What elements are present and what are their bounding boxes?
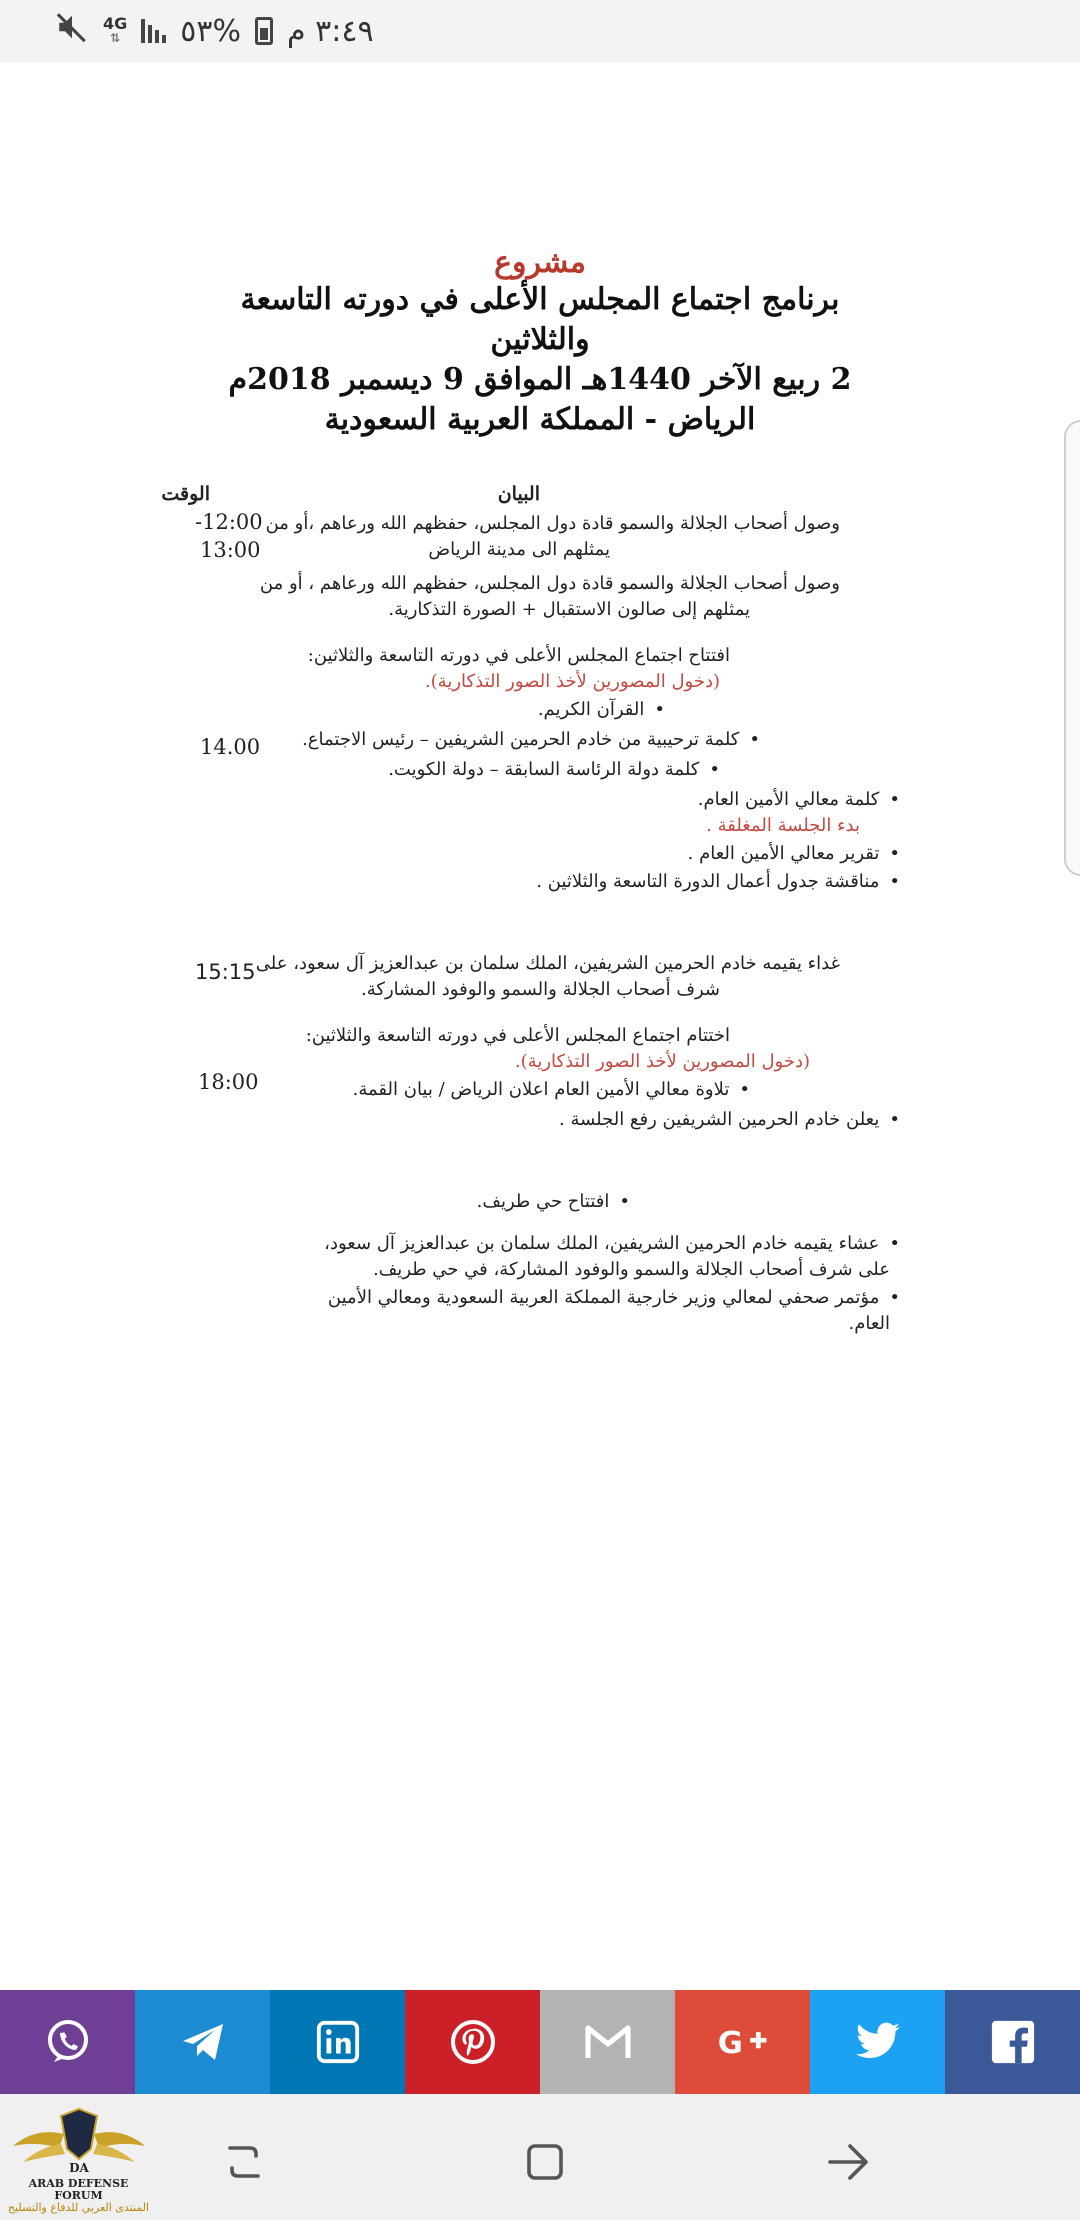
linkedin-share-button[interactable] [270, 1990, 405, 2094]
column-statement-header: البيان [497, 483, 540, 505]
line-c8: • تقرير معالي الأمين العام . [688, 840, 900, 868]
signal-icon [141, 19, 166, 43]
line-c1: افتتاح اجتماع المجلس الأعلى في دورته التاسعة والثلاثين: [307, 645, 730, 666]
line-c5: • كلمة دولة الرئاسة السابقة – دولة الكويت. [388, 756, 720, 784]
gmail-share-button[interactable] [540, 1990, 675, 2094]
gmail-icon [583, 2022, 633, 2062]
document-header [210, 245, 870, 440]
facebook-icon [990, 2019, 1036, 2065]
line-f3: على شرف أصحاب الجلالة والسمو والوفود المشاركة، في حي طريف. [372, 1259, 890, 1280]
mute-icon [55, 10, 89, 52]
time-3: 15:15 [195, 960, 256, 984]
column-time-header: الوقت [161, 483, 210, 505]
logo-text: ARAB DEFENSE FORUM [28, 2177, 129, 2202]
back-button[interactable] [818, 2132, 878, 2192]
line-f2: • عشاء يقيمه خادم الحرمين الشريفين، الملك سلمان بن عبدالعزيز آل سعود، [324, 1230, 900, 1258]
line-c4: • كلمة ترحيبية من خادم الحرمين الشريفين – رئيس الاجتماع. [302, 726, 760, 754]
line-e1: اختتام اجتماع المجلس الأعلى في دورته التاسعة والثلاثين: [305, 1025, 730, 1046]
home-button[interactable] [515, 2132, 575, 2192]
line-a2: يمثلهم الى مدينة الرياض [428, 539, 610, 560]
title-line-4: الرياض - المملكة العربية السعودية [324, 402, 756, 437]
back-arrow-icon [824, 2138, 872, 2186]
title-line-1: برنامج اجتماع المجلس الأعلى في دورته التاسعة [240, 282, 840, 317]
clock: ٣:٤٩ م [287, 13, 374, 49]
viber-icon [44, 2018, 92, 2066]
line-a1: وصول أصحاب الجلالة والسمو قادة دول المجلس، حفظهم الله ورعاهم ،أو من [265, 513, 840, 534]
edge-panel-handle[interactable] [1064, 420, 1080, 876]
line-c3: • القرآن الكريم. [538, 696, 665, 724]
telegram-share-button[interactable] [135, 1990, 270, 2094]
line-b2: يمثلهم إلى صالون الاستقبال + الصورة التذكارية. [388, 599, 750, 620]
viber-share-button[interactable] [0, 1990, 135, 2094]
google-plus-icon [716, 2022, 770, 2062]
line-f1: • افتتاح حي طريف. [477, 1188, 630, 1216]
line-e3: • تلاوة معالي الأمين العام اعلان الرياض / بيان القمة. [353, 1076, 750, 1104]
linkedin-icon [315, 2019, 361, 2065]
line-e2: (دخول المصورين لأخذ الصور التذكارية). [514, 1051, 810, 1072]
recent-apps-button[interactable] [214, 2132, 274, 2192]
home-icon [521, 2138, 569, 2186]
time-4: 18:00 [198, 1070, 259, 1094]
line-e4: • يعلن خادم الحرمين الشريفين رفع الجلسة . [559, 1106, 900, 1134]
line-b1: وصول أصحاب الجلالة والسمو قادة دول المجلس، حفظهم الله ورعاهم ، أو من [259, 573, 840, 594]
telegram-icon [179, 2018, 227, 2066]
status-left [55, 10, 374, 52]
logo-arabic-text: المنتدى العربي للدفاع والتسليح [7, 2201, 150, 2214]
time-1a: -12:00 [195, 510, 263, 534]
pinterest-share-button[interactable] [405, 1990, 540, 2094]
time-2: 14.00 [200, 735, 261, 759]
line-d1: غداء يقيمه خادم الحرمين الشريفين، الملك سلمان بن عبدالعزيز آل سعود، على [255, 953, 840, 974]
time-1b: 13:00 [200, 538, 261, 562]
line-f5: العام. [848, 1313, 890, 1334]
title-line-3: 2 ربيع الآخر 1440هـ الموافق 9 ديسمبر 2018م [228, 362, 852, 397]
line-c6: • كلمة معالي الأمين العام. [698, 786, 900, 814]
google-plus-share-button[interactable] [675, 1990, 810, 2094]
recent-apps-icon [220, 2138, 268, 2186]
logo-mark: DA [68, 2161, 89, 2174]
status-bar [0, 0, 1080, 62]
battery-icon [255, 17, 273, 45]
facebook-share-button[interactable] [945, 1990, 1080, 2094]
network-4g-icon: 4G ⇅ [103, 14, 128, 45]
line-c9: • مناقشة جدول أعمال الدورة التاسعة والثلاثين . [536, 868, 900, 896]
line-c7: بدء الجلسة المغلقة . [706, 815, 860, 836]
title-line-2: والثلاثين [490, 322, 590, 357]
svg-text:G: G [717, 2025, 743, 2061]
line-c2: (دخول المصورين لأخذ الصور التذكارية). [424, 671, 720, 692]
arab-defense-forum-logo [6, 2104, 151, 2216]
share-bar [0, 1990, 1080, 2094]
line-f4: • مؤتمر صحفي لمعالي وزير خارجية المملكة العربية السعودية ومعالي الأمين [328, 1284, 900, 1312]
twitter-icon [854, 2020, 902, 2064]
navigation-bar [0, 2094, 1080, 2220]
line-d2: شرف أصحاب الجلالة والسمو والوفود المشاركة. [361, 979, 720, 1000]
battery-percent: %٥٣ [180, 13, 242, 49]
wings-emblem-icon [9, 2104, 149, 2174]
draft-label: مشروع [494, 245, 586, 280]
twitter-share-button[interactable] [810, 1990, 945, 2094]
pinterest-icon [449, 2018, 497, 2066]
